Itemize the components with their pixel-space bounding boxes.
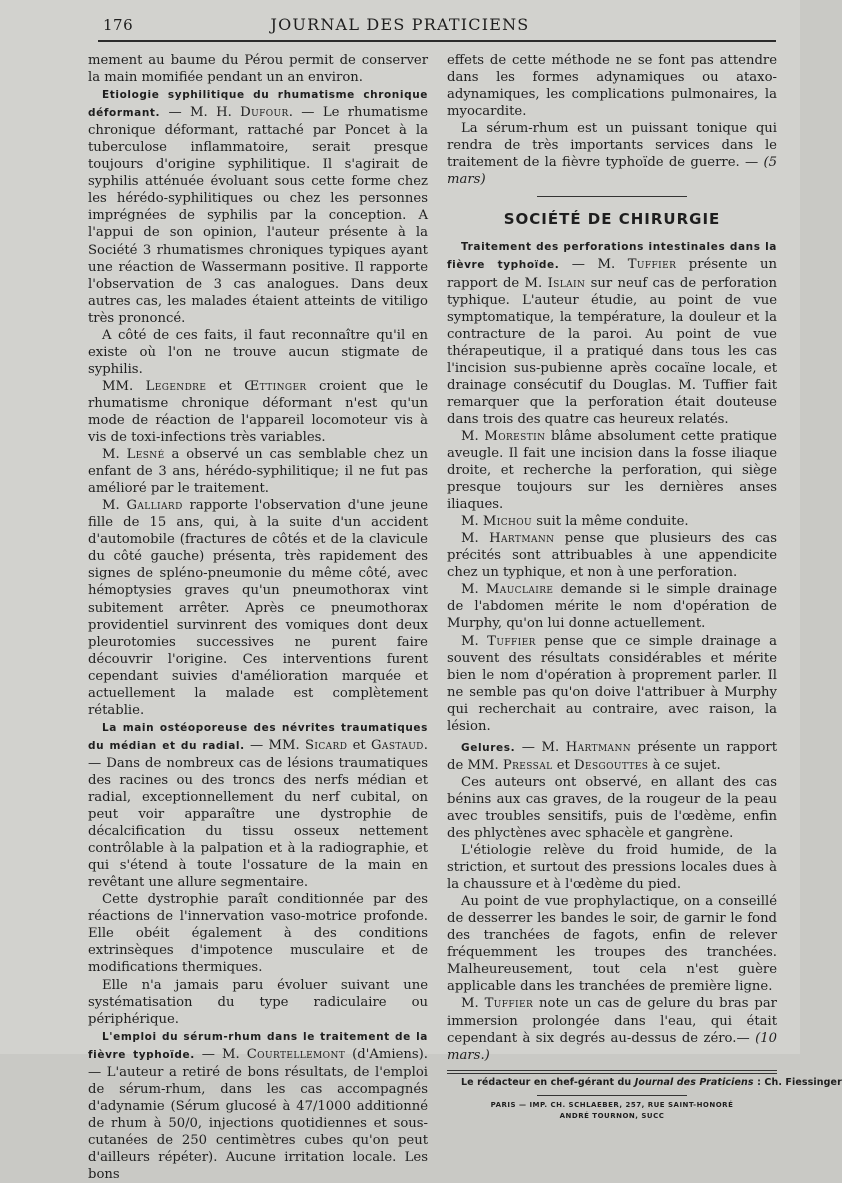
section-divider xyxy=(537,196,687,197)
author-name: Tuffier xyxy=(487,633,536,649)
author-name: Gastaud xyxy=(370,737,424,753)
author-name: Lesné xyxy=(126,447,165,463)
paragraph: M. Tuffier pense que ce simple drainage a souvent des résultats considérables et mérite bien le nom d'opération à proprement parler. Il ne semble pas qu'on doive l'attribuer à Murphy qui recherchait au contraire, avec raison, la lésion. xyxy=(447,633,778,734)
article-serum-rhum: L'emploi du sérum-rhum dans le traitement de la fièvre typhoïde. — M. Courtellemont (d'Amiens). — L'auteur a retiré de bons résultats, de l'emploi de sérum-rhum, dans les cas accompagnés d'adynamie (Sérum glucosé à 47/1000 additionné de rhum à 50/0, injections quotidiennes et sous-cutanées de 250 centimètres cubes qu'on peut d'ailleurs répéter). Aucune irritation locale. Les bons xyxy=(88,1030,428,1183)
paragraph: M. Hartmann pense que plusieurs des cas précités sont attribuables à une appendicite chez un typhique, et non à une perforation. xyxy=(447,531,777,581)
author-name: Dufour xyxy=(240,105,289,121)
journal-title: JOURNAL DES PRATICIENS xyxy=(270,15,530,34)
page-header xyxy=(0,12,800,38)
section-title: L'emploi du sérum-rhum dans le traitement de la fièvre typhoïde. xyxy=(88,1030,428,1061)
author-name: Tuffier xyxy=(484,996,534,1012)
author-name: Islain xyxy=(547,275,586,291)
paragraph: L'étiologie relève du froid humide, de la striction, et surtout des pressions locales dues à la chaussure et à l'œdème du pied. xyxy=(447,843,777,893)
author-name: Michou xyxy=(482,514,533,530)
imprint-rule xyxy=(537,1095,687,1096)
author-name: Desgouttes xyxy=(574,757,649,773)
author-name: Œttinger xyxy=(244,378,307,394)
header-rule xyxy=(98,40,776,42)
section-title: Etiologie syphilitique du rhumatisme chronique déformant. xyxy=(88,89,428,120)
section-title: Gelures. xyxy=(461,741,516,754)
paragraph: Cette dystrophie paraît conditionnée par des réactions de l'innervation vaso-motrice profonde. Elle obéit également à des conditions extrinsèques d'impotence musculaire et de modifications thermiques. xyxy=(88,892,428,976)
article-gelures: Gelures. — M. Hartmann présente un rapport de MM. Pressal et Desgouttes à ce sujet. xyxy=(447,739,777,773)
author-name: Mauclaire xyxy=(485,582,554,598)
printer-imprint: PARIS — IMP. CH. SCHLAEBER, 257, RUE SAINT-HONORÉ ANDRÉ TOURNON, SUCC xyxy=(490,1100,734,1120)
paragraph: mement au baume du Pérou permit de conserver la main momifiée pendant un an environ. xyxy=(88,53,428,86)
paragraph: Au point de vue prophylactique, on a conseillé de desserrer les bandes le soir, de garnir le fond des tranchées de fagots, enfin de relever fréquemment les troupes des tranchées. Malheureusement, tout cela n'est guère applicable dans les tranchées de première ligne. xyxy=(447,894,777,995)
paragraph: A côté de ces faits, il faut reconnaître qu'il en existe où l'on ne trouve aucun stigmate de syphilis. xyxy=(88,327,428,377)
paragraph: La sérum-rhum est un puissant tonique qui rendra de très importants services dans le traitement de la fièvre typhoïde de guerre. — (5 mars) xyxy=(447,121,777,188)
paragraph: M. Galliard rapporte l'observation d'une jeune fille de 15 ans, qui, à la suite d'un accident d'automobile (fractures de côtés et de la clavicule du côté gauche) présenta, très rapidement des signes de spléno-pneumonie du même côté, avec hémoptysies graves qu'un pneumothorax vint subitement arrêter. Après ce pneumothorax providentiel survinrent des vomiques dont deux pleurotomies successives ne purent faire découvrir l'origine. Ces interventions furent cependant suivies d'amélioration marquée et actuellement la malade est complètement rétablie. xyxy=(88,498,428,718)
article-main-osteoporeuse: La main ostéoporeuse des névrites traumatiques du médian et du radial. — MM. Sicard et Gastaud. — Dans de nombreux cas de lésions traumatiques des racines ou des troncs des nerfs médian et radial, exceptionnellement du nerf cubital, on peut voir apparaître une dystrophie de décalcification du tissu osseux nettement contrôlable à la palpation et à la radiographie, et qui s'étend à toute l'ossature de la main en revêtant une allure segmentaire. xyxy=(88,721,428,891)
editor-line: Le rédacteur en chef-gérant du Journal des Praticiens : Ch. Fiessinger xyxy=(461,1076,842,1088)
date: (5 mars) xyxy=(447,155,777,188)
paragraph: M. Lesné a observé un cas semblable chez un enfant de 3 ans, hérédo-syphilitique; il ne fut pas amélioré par le traitement. xyxy=(88,447,428,497)
left-column xyxy=(88,52,428,1183)
paragraph: effets de cette méthode ne se font pas attendre dans les formes adynamiques ou ataxo-adynamiques, les complications pulmonaires, la myocardite. xyxy=(447,53,777,120)
right-column xyxy=(447,52,842,1122)
paragraph: M. Morestin blâme absolument cette pratique aveugle. Il fait une incision dans la fosse iliaque droite, et recherche la perforation, qui siège presque toujours sur les dernières anses iliaques. xyxy=(447,428,777,513)
paragraph: M. Mauclaire demande si le simple drainage de l'abdomen mérite le nom d'opération de Murphy, qu'on lui donne actuellement. xyxy=(447,582,778,632)
paragraph: Elle n'a jamais paru évoluer suivant une systématisation du type radiculaire ou périphérique. xyxy=(88,977,428,1027)
page-number: 176 xyxy=(103,16,134,34)
author-name: Hartmann xyxy=(565,739,632,755)
author-name: Tuffier xyxy=(627,257,677,273)
article-syphilis: Etiologie syphilitique du rhumatisme chronique déformant. — M. H. Dufour. — Le rhumatisme chronique déformant, rattaché par Poncet à la tuberculose inflammatoire, serait presque toujours d'origine syphilitique. Il s'agirait de syphilis atténuée évoluant sous cette forme chez les hérédo-syphilitiques ou chez les personnes imprégnées de syphilis par la conception. A l'appui de son opinion, l'auteur présente à la Société 3 rhumatismes chroniques typiques ayant une réaction de Wassermann positive. Il rapporte l'observation de 3 cas analogues. Dans deux autres cas, les malades étaient atteints de vitiligo très prononcé. xyxy=(88,89,428,326)
section-title: Traitement des perforations intestinales dans la fièvre typhoïde. xyxy=(447,241,777,272)
author-name: Sicard xyxy=(304,737,348,753)
paragraph: M. Michou suit la même conduite. xyxy=(461,514,689,530)
author-name: Hartmann xyxy=(489,531,555,547)
society-heading: SOCIÉTÉ DE CHIRURGIE xyxy=(503,210,721,229)
paragraph: M. Tuffier note un cas de gelure du bras par immersion prolongée dans l'eau, qui était cependant à six degrés au-dessus de zéro.— (10 mars.) xyxy=(447,996,777,1063)
author-name: Galliard xyxy=(126,498,183,514)
author-name: Pressal xyxy=(502,757,553,773)
author-name: Morestin xyxy=(484,428,546,444)
section-title: La main ostéoporeuse des névrites traumatiques du médian et du radial. xyxy=(88,721,428,752)
date: (10 mars.) xyxy=(447,1030,777,1063)
article-perforations: Traitement des perforations intestinales dans la fièvre typhoïde. — M. Tuffier présente un rapport de M. Islain sur neuf cas de perforation typhique. L'auteur étudie, au point de vue symptomatique, la température, la douleur et la contracture de la paroi. Au point de vue thérapeutique, il a pratiqué dans tous les cas l'incision sus-pubienne après cocaïne locale, et drainage consécutif du Douglas. M. Tuffier fait remarquer que la perforation était douteuse dans trois des quatre cas heureux relatés. xyxy=(447,241,777,427)
paragraph: Ces auteurs ont observé, en allant des cas bénins aux cas graves, de la rougeur de la peau avec troubles sensitifs, puis de l'œdème, enfin des phlyctènes avec sphacèle et gangrène. xyxy=(447,774,777,842)
author-name: Courtellemont xyxy=(246,1046,346,1062)
paragraph: MM. Legendre et Œttinger croient que le rhumatisme chronique déformant n'est qu'un mode de réaction de l'appareil locomoteur vis à vis de toxi-infections très variables. xyxy=(88,378,428,446)
author-name: Legendre xyxy=(145,378,207,394)
